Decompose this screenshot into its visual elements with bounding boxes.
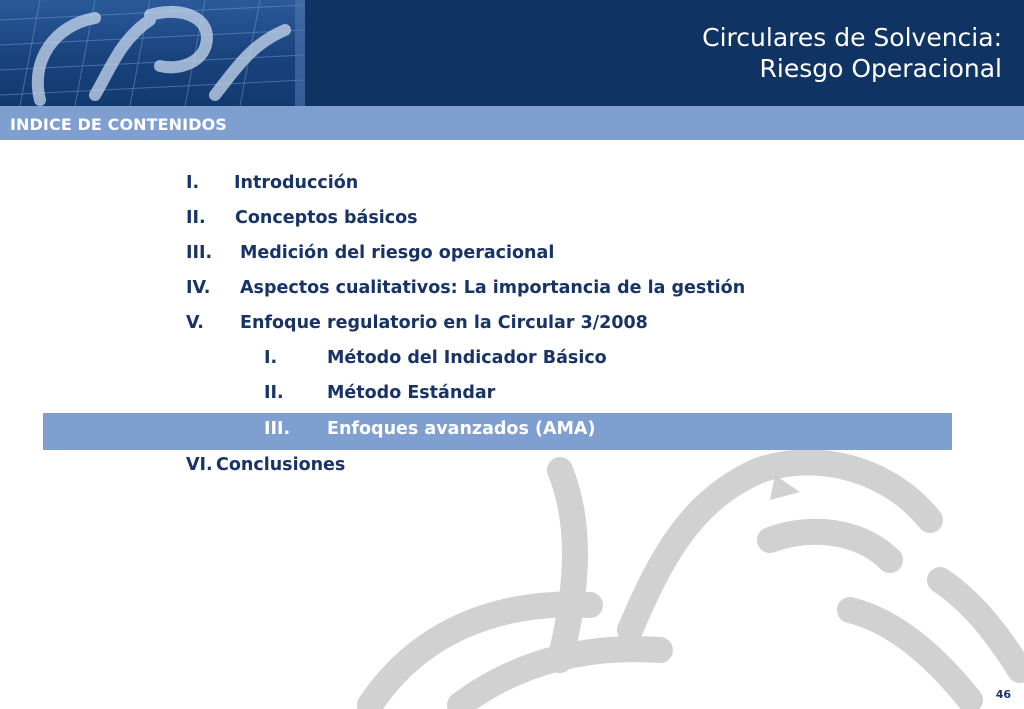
section-title: INDICE DE CONTENIDOS bbox=[10, 115, 227, 134]
section-bar bbox=[0, 106, 1024, 140]
toc-item-number: V. bbox=[186, 313, 204, 333]
toc-item-label: Enfoque regulatorio en la Circular 3/2008 bbox=[240, 313, 648, 333]
toc-item-label: Método del Indicador Básico bbox=[327, 348, 607, 368]
toc-item-label: Introducción bbox=[234, 173, 359, 193]
toc-item-label: Medición del riesgo operacional bbox=[240, 243, 555, 263]
header-bar bbox=[0, 0, 1024, 106]
header-logo-image bbox=[0, 0, 305, 106]
toc-item-number: I. bbox=[186, 173, 200, 193]
toc-item-label: Conceptos básicos bbox=[235, 208, 418, 228]
watermark-logo bbox=[330, 430, 1024, 709]
title-line-1: Circulares de Solvencia: bbox=[702, 23, 1002, 52]
page-number: 46 bbox=[995, 688, 1011, 701]
page-title bbox=[702, 22, 1002, 84]
toc-item-number: VI. bbox=[186, 455, 213, 475]
toc-item-number: III. bbox=[186, 243, 213, 263]
toc-item-number: I. bbox=[264, 348, 278, 368]
toc-item-number: III. bbox=[264, 419, 291, 439]
title-line-2: Riesgo Operacional bbox=[759, 54, 1002, 83]
toc-item-number: II. bbox=[186, 208, 206, 228]
toc-item-label: Conclusiones bbox=[216, 455, 346, 475]
toc-item-number: IV. bbox=[186, 278, 211, 298]
toc-item-label: Método Estándar bbox=[327, 383, 496, 403]
toc-item-label: Enfoques avanzados (AMA) bbox=[327, 419, 596, 439]
toc-item-number: II. bbox=[264, 383, 284, 403]
toc-item-label: Aspectos cualitativos: La importancia de la gestión bbox=[240, 278, 746, 298]
